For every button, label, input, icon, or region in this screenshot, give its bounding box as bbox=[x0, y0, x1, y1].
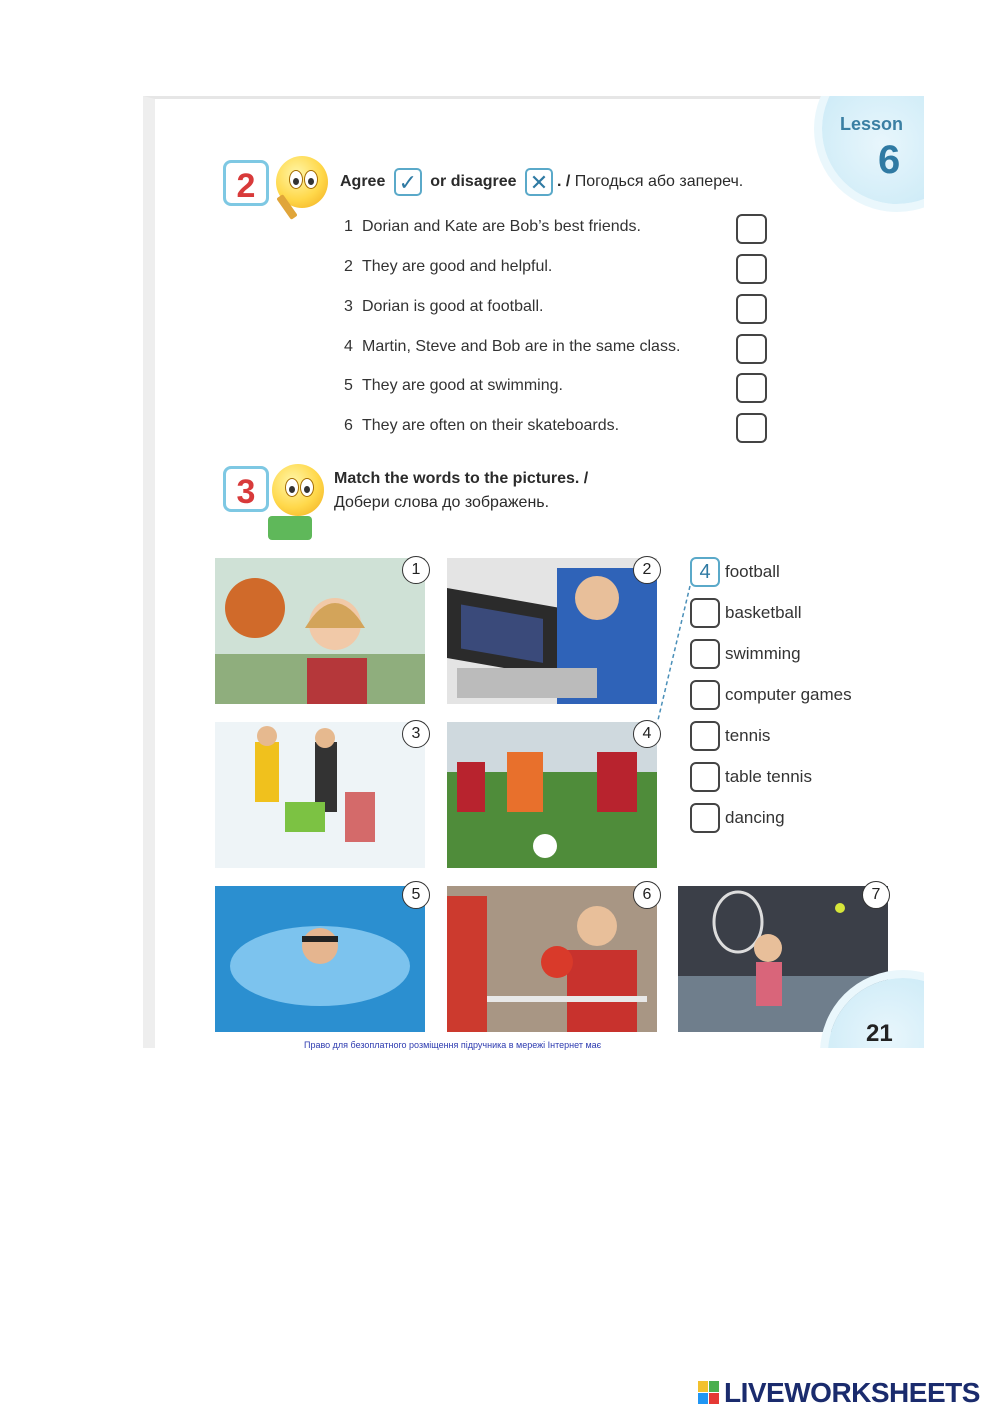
word-answer-box[interactable] bbox=[690, 803, 720, 833]
lesson-number: 6 bbox=[878, 138, 901, 182]
page-number-badge bbox=[818, 970, 924, 1048]
lesson-circle bbox=[822, 96, 924, 204]
table-tennis-photo bbox=[447, 886, 657, 1032]
exercise-3-title: Match the words to the pictures. / bbox=[334, 470, 589, 487]
lesson-label: Lesson bbox=[840, 114, 904, 134]
answer-box[interactable] bbox=[736, 373, 767, 403]
picture-computer bbox=[447, 558, 657, 704]
computer-photo bbox=[447, 558, 657, 704]
eye-icon bbox=[304, 170, 318, 189]
picture-number: 5 bbox=[402, 881, 430, 909]
picture-number: 1 bbox=[402, 556, 430, 584]
lesson-badge bbox=[810, 96, 924, 216]
liveworksheets-logo-icon bbox=[698, 1381, 720, 1405]
word-item bbox=[690, 557, 780, 589]
picture-number: 7 bbox=[862, 881, 890, 909]
statement-number: 3 bbox=[344, 298, 353, 315]
football-photo bbox=[447, 722, 657, 868]
word-answer-box[interactable] bbox=[690, 762, 720, 792]
answer-box[interactable] bbox=[736, 254, 767, 284]
picture-number: 6 bbox=[633, 881, 661, 909]
word-label: computer games bbox=[725, 685, 852, 704]
title-separator: . / bbox=[556, 173, 571, 191]
picture-number: 4 bbox=[633, 720, 661, 748]
statement bbox=[344, 377, 563, 395]
eye-icon bbox=[285, 478, 299, 497]
instruction-ua: Погодься або запереч. bbox=[574, 173, 744, 191]
word-answer-box[interactable] bbox=[690, 639, 720, 669]
picture-dancing bbox=[215, 722, 425, 868]
smiley-icon bbox=[272, 464, 324, 516]
statement-number: 6 bbox=[344, 417, 353, 434]
answer-box[interactable] bbox=[736, 334, 767, 364]
word-item bbox=[690, 762, 812, 794]
statement bbox=[344, 298, 543, 316]
basketball-photo bbox=[215, 558, 425, 704]
word-label: football bbox=[725, 562, 780, 581]
statement-text: They are good and helpful. bbox=[362, 258, 553, 275]
statement-number: 2 bbox=[344, 258, 353, 275]
picture-football bbox=[447, 722, 657, 868]
statement bbox=[344, 338, 680, 356]
word-item bbox=[690, 639, 801, 671]
word-item bbox=[690, 598, 802, 630]
puzzle-icon bbox=[268, 516, 312, 540]
picture-table-tennis bbox=[447, 886, 657, 1032]
statement-number: 4 bbox=[344, 338, 353, 355]
statement-text: They are good at swimming. bbox=[362, 377, 563, 394]
statement-number: 5 bbox=[344, 377, 353, 394]
word-label: dancing bbox=[725, 808, 785, 827]
picture-swimming bbox=[215, 886, 425, 1032]
statement-text: Martin, Steve and Bob are in the same class. bbox=[362, 338, 681, 355]
word-label: basketball bbox=[725, 603, 802, 622]
check-mark-icon: ✓ bbox=[394, 168, 422, 196]
statement bbox=[344, 258, 552, 276]
word-item bbox=[690, 721, 770, 753]
statement-text: They are often on their skateboards. bbox=[362, 417, 620, 434]
picture-basketball bbox=[215, 558, 425, 704]
word-label: table tennis bbox=[725, 767, 812, 786]
statement-text: Dorian is good at football. bbox=[362, 298, 544, 315]
picture-number: 2 bbox=[633, 556, 661, 584]
page-number: 21 bbox=[866, 1020, 893, 1047]
answer-box[interactable] bbox=[736, 294, 767, 324]
word-label: swimming bbox=[725, 644, 801, 663]
swimming-photo bbox=[215, 886, 425, 1032]
exercise-3-number: 3 bbox=[223, 466, 269, 512]
statement-number: 1 bbox=[344, 218, 353, 235]
word-answer-box[interactable] bbox=[690, 680, 720, 710]
exercise-2-number: 2 bbox=[223, 160, 269, 206]
answer-box[interactable] bbox=[736, 214, 767, 244]
dancing-photo bbox=[215, 722, 425, 868]
footer-note: Право для безоплатного розміщення підручника в мережі Інтернет має bbox=[304, 1040, 602, 1050]
disagree-label: or disagree bbox=[430, 173, 517, 191]
watermark-text: LIVEWORKSHEETS bbox=[724, 1377, 980, 1408]
word-item bbox=[690, 803, 785, 835]
exercise-2-title bbox=[340, 168, 743, 196]
statement-text: Dorian and Kate are Bob’s best friends. bbox=[362, 218, 641, 235]
statement bbox=[344, 417, 619, 435]
word-answer-box[interactable]: 4 bbox=[690, 557, 720, 587]
eye-icon bbox=[300, 478, 314, 497]
word-answer-box[interactable] bbox=[690, 598, 720, 628]
word-label: tennis bbox=[725, 726, 771, 745]
answer-box[interactable] bbox=[736, 413, 767, 443]
statement bbox=[344, 218, 641, 236]
word-answer-box[interactable] bbox=[690, 721, 720, 751]
cross-mark-icon: ✕ bbox=[525, 168, 553, 196]
exercise-3-subtitle: Добери слова до зображень. bbox=[334, 494, 550, 511]
eye-icon bbox=[289, 170, 303, 189]
picture-number: 3 bbox=[402, 720, 430, 748]
agree-label: Agree bbox=[340, 173, 386, 191]
word-item bbox=[690, 680, 852, 712]
